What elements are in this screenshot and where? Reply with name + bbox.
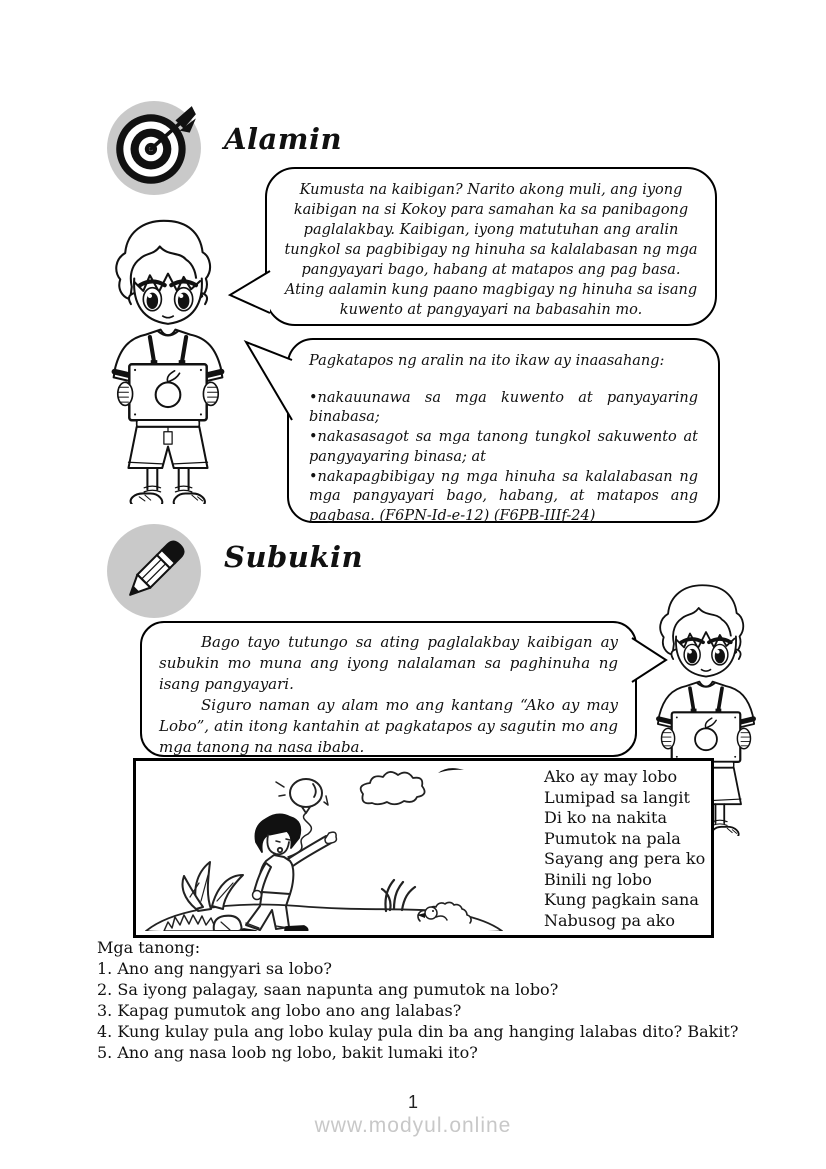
website-watermark: www.modyul.online <box>314 1114 512 1137</box>
objective-item: •nakauunawa sa mga kuwento at panyayaring binabasa; <box>309 389 698 426</box>
question-item: 4. Kung kulay pula ang lobo kulay pula din ba ang hanging lalabas dito? Bakit? <box>97 1022 739 1041</box>
song-line: Kung pagkain sana <box>544 890 699 909</box>
pencil-icon <box>106 523 202 619</box>
song-line: Binili ng lobo <box>544 869 652 889</box>
questions-block <box>97 937 757 1063</box>
speech-bubble-tail <box>226 268 272 316</box>
objective-item: •nakasasagot sa mga tanong tungkol sakuwento at pangyayaring binasa; at <box>309 429 698 465</box>
question-item: 1. Ano ang nangyari sa lobo? <box>97 959 332 978</box>
song-illustration-box <box>133 758 714 938</box>
alamin-section-heading: Alamin <box>224 122 343 156</box>
song-line: Sayang ang pera ko <box>544 849 706 868</box>
balloon-scene-illustration <box>138 763 538 931</box>
question-item: 3. Kapag pumutok ang lobo ano ang lalabas? <box>97 1001 462 1020</box>
questions-label: Mga tanong: <box>97 938 201 957</box>
song-line: Lumipad sa langit <box>544 787 690 807</box>
subukin-instruction-paragraph: Siguro naman ay alam mo ang kantang “Ako ay may Lobo”, atin itong kantahin at pagkatapos ay sagutin mo ang mga tanong na nasa ibaba. <box>159 696 618 756</box>
song-line: Di ko na nakita <box>544 808 667 827</box>
kokoy-intro-text: Kumusta na kaibigan? Narito akong muli, ang iyong kaibigan na si Kokoy para samahan ka sa panibagong paglalakbay. Kaibigan, iyong matutuhan ang aralin tungkol sa pagbibigay ng hinuha sa kalalabasan ng mga pangyayari bago, habang at matapos ang pag basa. Ating aalamin kung paano magbigay ng hinuha sa isang kuwento at pangyayari na babasahin mo. <box>284 182 698 318</box>
song-line: Ako ay may lobo <box>544 767 678 786</box>
kokoy-intro-speech-bubble <box>265 167 717 326</box>
question-item: 2. Sa iyong palagay, saan napunta ang pumutok na lobo? <box>97 980 559 999</box>
subukin-section-heading: Subukin <box>224 540 364 574</box>
boy-character-left <box>98 216 238 504</box>
subukin-instruction-paragraph: Bago tayo tutungo sa ating paglalakbay kaibigan ay subukin mo muna ang iyong nalalaman sa paghinuha ng isang pangyayari. <box>159 633 618 693</box>
question-item: 5. Ano ang nasa loob ng lobo, bakit lumaki ito? <box>97 1043 478 1062</box>
objectives-speech-bubble <box>287 338 720 523</box>
song-line: Nabusog pa ako <box>544 910 675 930</box>
song-lyrics <box>544 767 705 931</box>
objective-item: •nakapagbibigay ng mga hinuha sa kalalabasan ng mga pangyayari bago, habang, at matapos ang pagbasa. (F6PN-Id-e-12) (F6PB-IIIf-24) <box>309 468 698 525</box>
page-number: 1 <box>407 1092 418 1112</box>
speech-bubble-tail <box>240 338 294 422</box>
song-line: Pumutok na pala <box>544 828 681 848</box>
objectives-intro: Pagkatapos ng aralin na ito ikaw ay inaasahang: <box>309 353 665 369</box>
subukin-instructions-bubble <box>140 621 637 757</box>
dartboard-target-icon <box>106 100 202 196</box>
